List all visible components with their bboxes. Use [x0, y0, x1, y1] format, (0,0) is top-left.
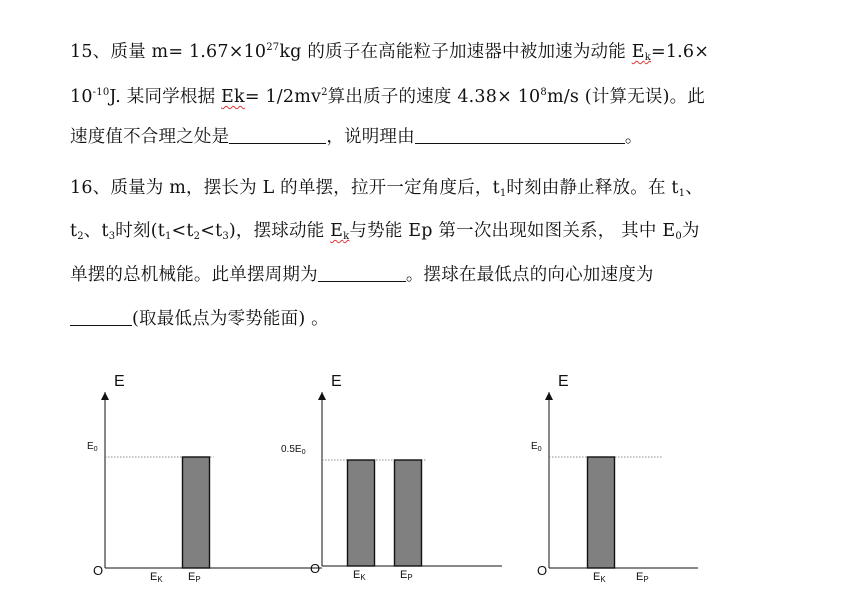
- y-axis-label: E: [558, 373, 569, 390]
- reference-label: $0.5E_0$: [281, 444, 306, 456]
- bar-ek: [348, 460, 375, 566]
- origin-label: O: [93, 563, 104, 578]
- q15-line-1: 15、质量 $m= 1.67\times 10^{27}kg$ 的质子在高能粒子加速器中被加速为动能 $E_k=1.6\times$: [70, 42, 710, 63]
- bar-ek: [588, 457, 615, 568]
- reference-label: $E_0$: [531, 441, 542, 453]
- q16-line-2: $t_2$、$t_3$时刻$(t_1<t_2<t_3)$，摆球动能 $E_k$与势能 Ep 第一次出现如图关系， 其中 $E_0$为: [70, 221, 700, 242]
- y-axis-label: E: [331, 373, 342, 390]
- chart-3: [537, 373, 698, 584]
- q15-line-3: 速度值不合理之处是 ，说明理由 。: [70, 127, 643, 147]
- category-label-ep: EP: [400, 569, 413, 582]
- bar-ep: [395, 460, 422, 566]
- y-axis-arrow: [318, 392, 326, 400]
- y-axis-label: E: [114, 373, 125, 390]
- reference-label: $E_0$: [87, 441, 98, 453]
- category-label-ek: EK: [353, 569, 366, 582]
- q15-line-2: $10^{-10}J$. 某同学根据 $Ek= 1/2mv^2$算出质子的速度 $4.38\times 10^8m/s$ (计算无误)。此: [70, 87, 706, 107]
- chart-1: [93, 373, 322, 584]
- category-label-ek: EK: [593, 571, 606, 584]
- origin-label: O: [310, 561, 321, 576]
- chart-2: [310, 373, 502, 582]
- category-label-ep: EP: [636, 571, 649, 584]
- q16-line-3: 单摆的总机械能。此单摆周期为 。摆球在最低点的向心加速度为: [70, 265, 654, 285]
- bar-ep: [183, 457, 210, 568]
- y-axis-arrow: [545, 392, 553, 400]
- category-label-ek: EK: [150, 571, 163, 584]
- q16-line-4: (取最低点为零势能面) 。: [70, 307, 329, 331]
- category-label-ep: EP: [188, 571, 201, 584]
- ek-symbol: $E_k$: [631, 42, 651, 63]
- ek-symbol: $E_k$: [330, 221, 350, 242]
- q16-line-1: 16、质量为 m，摆长为 L 的单摆，拉开一定角度后，$t_1$时刻由静止释放。在 $t_1$、: [70, 178, 703, 199]
- origin-label: O: [537, 563, 548, 578]
- y-axis-arrow: [101, 392, 109, 400]
